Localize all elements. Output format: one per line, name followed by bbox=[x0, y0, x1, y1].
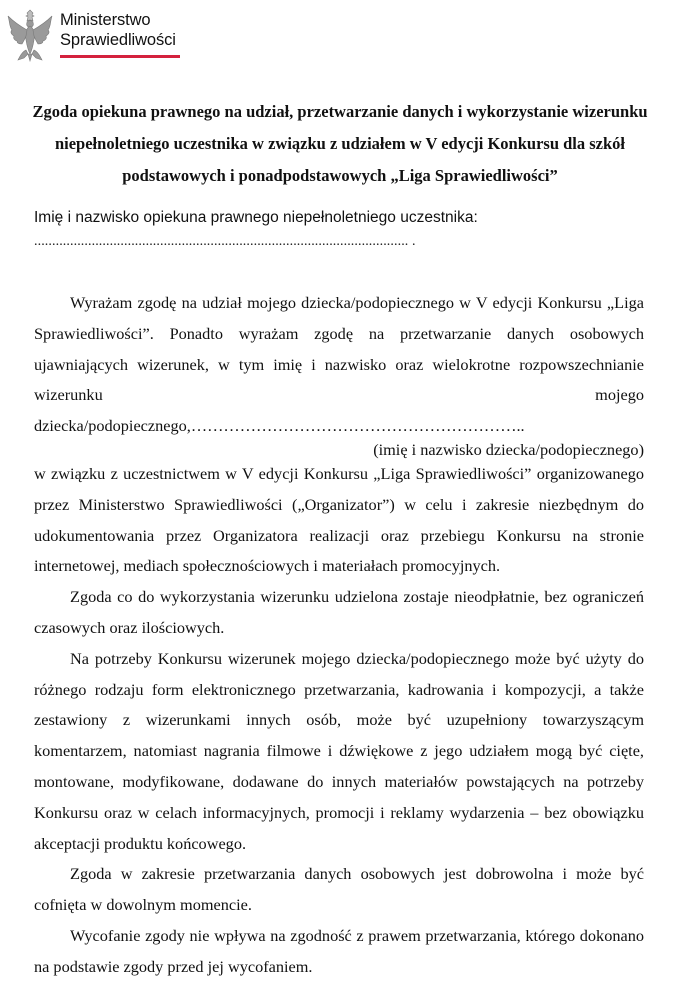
paragraph-free-of-charge: Zgoda co do wykorzystania wizerunku udzielona zostaje nieodpłatnie, bez ograniczeń czasowych oraz ilościowych. bbox=[34, 587, 644, 637]
paragraph-consent-participation bbox=[34, 288, 644, 463]
guardian-name-label: Imię i nazwisko opiekuna prawnego niepełnoletniego uczestnika: bbox=[34, 209, 478, 226]
child-name-caption: (imię i nazwisko dziecka/podopiecznego) bbox=[373, 439, 644, 459]
paragraph-consent-purpose: w związku z uczestnictwem w V edycji Konkursu „Liga Sprawiedliwości” organizowanego przez Ministerstwo Sprawiedliwości („Organizator”) w celu i zakresie niezbędnym do udokumentowania przez Organizatora realizacji oraz przebiegu Konkursu na stronie internetowej, mediach społecznościowych i materiałach promocyjnych. bbox=[34, 463, 644, 576]
ministry-accent-bar bbox=[60, 55, 180, 58]
paragraph-withdrawal: Wycofanie zgody nie wpływa na zgodność z prawem przetwarzania, którego dokonano na podstawie zgody przed jej wycofaniem. bbox=[34, 925, 644, 976]
polish-eagle-emblem-icon bbox=[6, 6, 54, 62]
ministry-name bbox=[60, 10, 176, 50]
ministry-logo bbox=[6, 6, 186, 62]
document-title: Zgoda opiekuna prawnego na udział, przetwarzanie danych i wykorzystanie wizerunku niepełnoletniego uczestnika w związku z udziałem w V edycji Konkursu dla szkół podstawowych i ponadpodstawowych „Liga Sprawiedliwości” bbox=[32, 102, 648, 185]
paragraph-image-usage: Na potrzeby Konkursu wizerunek mojego dziecka/podopiecznego może być użyty do różnego rodzaju form elektronicznego przetwarzania, kadrowania i kompozycji, a także zestawiony z wizerunkami innych osób, może być uzupełniony towarzyszącym komentarzem, natomiast nagrania filmowe i dźwiękowe z jego udziałem mogą być cięte, montowane, modyfikowane, dodawane do innych materiałów powstających na potrzeby Konkursu oraz w celach informacyjnych, promocji i reklamy wydarzenia – bez obowiązku akceptacji produktu końcowego. bbox=[34, 648, 644, 853]
ministry-name-line2: Sprawiedliwości bbox=[60, 31, 176, 49]
consent-body bbox=[34, 288, 644, 983]
paragraph-voluntary: Zgoda w zakresie przetwarzania danych osobowych jest dobrowolna i może być cofnięta w dowolnym momencie. bbox=[34, 864, 644, 915]
guardian-name-field: ........................................................................................................ . bbox=[34, 234, 416, 249]
ministry-name-line1: Ministerstwo bbox=[60, 11, 151, 29]
paragraph-consent-participation-text: Wyrażam zgodę na udział mojego dziecka/podopiecznego w V edycji Konkursu „Liga Sprawiedliwości”. Ponadto wyrażam zgodę na przetwarzanie danych osobowych ujawniających wizerunek, w tym imię i nazwisko oraz wielokrotne rozpowszechnianie wizerunku mojego dziecka/podopiecznego,…………………………………………………….. bbox=[34, 293, 644, 436]
